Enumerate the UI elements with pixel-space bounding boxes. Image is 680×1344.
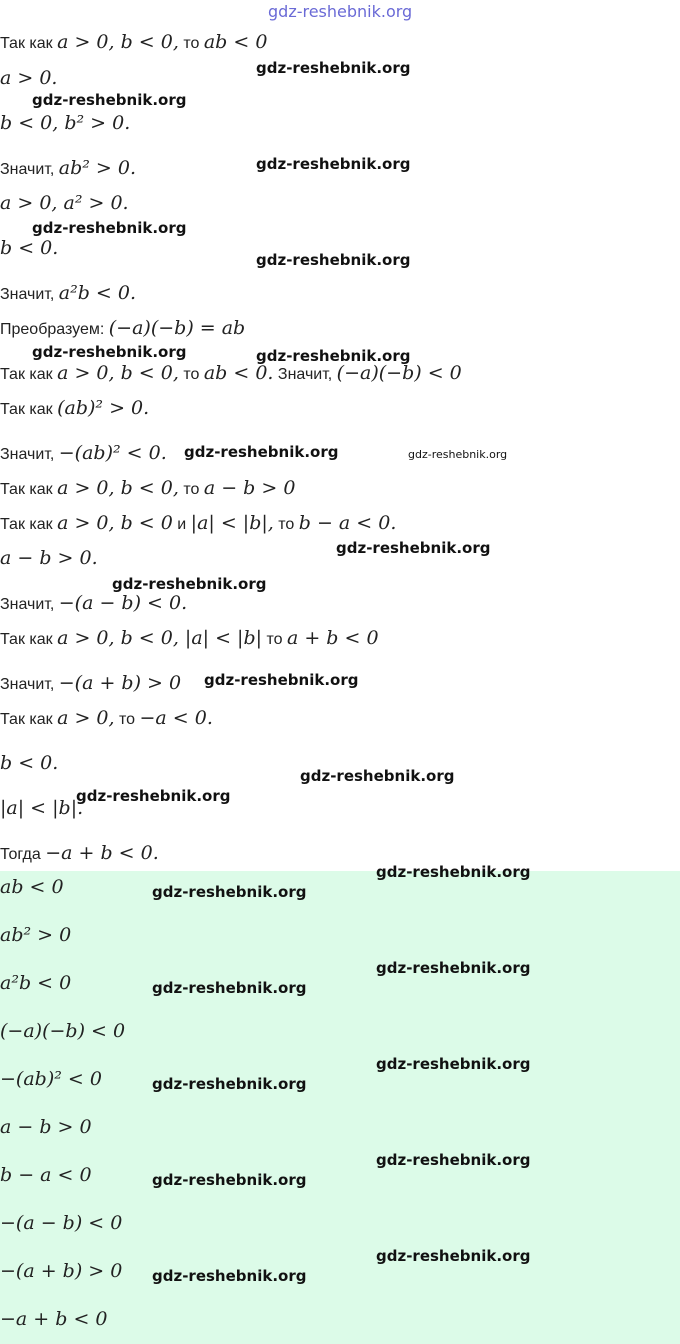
line-text: Значит, bbox=[273, 366, 337, 383]
answer-line: a − b > 0 bbox=[0, 1116, 92, 1138]
watermark: gdz-reshebnik.org bbox=[376, 1247, 531, 1265]
line-text: Так как bbox=[0, 366, 58, 383]
watermark: gdz-reshebnik.org bbox=[300, 767, 455, 785]
solution-line bbox=[0, 441, 167, 467]
solution-line bbox=[0, 706, 213, 732]
math-expression: (ab)² > 0. bbox=[57, 397, 150, 419]
math-expression: ab < 0 bbox=[203, 31, 268, 53]
watermark: gdz-reshebnik.org bbox=[336, 539, 491, 557]
watermark: gdz-reshebnik.org bbox=[152, 1171, 307, 1189]
watermark: gdz-reshebnik.org bbox=[184, 443, 339, 461]
solution-line bbox=[0, 316, 245, 342]
watermark: gdz-reshebnik.org bbox=[152, 1075, 307, 1093]
line-text: Так как bbox=[0, 711, 58, 728]
line-text: Так как bbox=[0, 401, 58, 418]
watermark: gdz-reshebnik.org bbox=[32, 219, 187, 237]
math-expression: a > 0, b < 0, bbox=[57, 477, 179, 499]
math-expression: (−a)(−b) = ab bbox=[108, 317, 246, 339]
solution-line bbox=[0, 751, 58, 777]
math-expression: ab² > 0. bbox=[58, 157, 136, 179]
header-watermark[interactable]: gdz-reshebnik.org bbox=[268, 2, 413, 21]
math-expression: a > 0, b < 0, bbox=[57, 362, 179, 384]
solution-line bbox=[0, 111, 130, 137]
line-text: Значит, bbox=[0, 676, 59, 693]
math-expression: a − b > 0. bbox=[0, 547, 98, 569]
answer-line: −(ab)² < 0 bbox=[0, 1068, 102, 1090]
watermark: gdz-reshebnik.org bbox=[376, 1151, 531, 1169]
math-expression: a + b < 0 bbox=[286, 627, 379, 649]
watermark: gdz-reshebnik.org bbox=[152, 1267, 307, 1285]
watermark: gdz-reshebnik.org bbox=[256, 251, 411, 269]
watermark: gdz-reshebnik.org bbox=[408, 448, 508, 461]
math-expression: (−a)(−b) < 0 bbox=[336, 362, 462, 384]
solution-line bbox=[0, 591, 187, 617]
line-text: то bbox=[114, 711, 140, 728]
line-text: то bbox=[178, 481, 204, 498]
line-text: Значит, bbox=[0, 161, 59, 178]
solution-line bbox=[0, 546, 98, 572]
line-text: Значит, bbox=[0, 286, 59, 303]
answer-line: −(a + b) > 0 bbox=[0, 1260, 123, 1282]
line-text: то bbox=[273, 516, 299, 533]
line-text: то bbox=[178, 366, 204, 383]
solution-line bbox=[0, 236, 58, 262]
watermark: gdz-reshebnik.org bbox=[204, 671, 359, 689]
watermark: gdz-reshebnik.org bbox=[112, 575, 267, 593]
answer-line: −a + b < 0 bbox=[0, 1308, 108, 1330]
watermark: gdz-reshebnik.org bbox=[256, 347, 411, 365]
math-expression: a − b > 0 bbox=[203, 477, 296, 499]
math-expression: a > 0, b < 0, |a| < |b| bbox=[57, 627, 263, 649]
solution-line bbox=[0, 30, 267, 56]
solution-line bbox=[0, 66, 57, 92]
watermark: gdz-reshebnik.org bbox=[32, 343, 187, 361]
answer-line: a²b < 0 bbox=[0, 972, 72, 994]
watermark: gdz-reshebnik.org bbox=[152, 979, 307, 997]
line-text: Преобразуем: bbox=[0, 321, 109, 338]
watermark: gdz-reshebnik.org bbox=[76, 787, 231, 805]
math-expression: −a < 0. bbox=[139, 707, 213, 729]
watermark: gdz-reshebnik.org bbox=[256, 59, 411, 77]
watermark: gdz-reshebnik.org bbox=[376, 1055, 531, 1073]
math-expression: |a| < |b|. bbox=[0, 797, 84, 819]
answer-line: (−a)(−b) < 0 bbox=[0, 1020, 126, 1042]
math-expression: a > 0, bbox=[57, 707, 115, 729]
solution-line bbox=[0, 841, 159, 867]
solution-line bbox=[0, 626, 379, 652]
answer-block bbox=[0, 871, 680, 1344]
line-text: Так как bbox=[0, 516, 58, 533]
answer-line: −(a − b) < 0 bbox=[0, 1212, 123, 1234]
watermark: gdz-reshebnik.org bbox=[32, 91, 187, 109]
math-expression: b − a < 0. bbox=[298, 512, 397, 534]
solution-line bbox=[0, 191, 129, 217]
solution-line bbox=[0, 511, 396, 537]
line-text: Так как bbox=[0, 481, 58, 498]
watermark: gdz-reshebnik.org bbox=[256, 155, 411, 173]
math-expression: ab < 0. bbox=[203, 362, 274, 384]
math-expression: −(ab)² < 0. bbox=[58, 442, 167, 464]
solution-line bbox=[0, 476, 295, 502]
solution-line bbox=[0, 671, 181, 697]
math-expression: −(a − b) < 0. bbox=[58, 592, 188, 614]
math-expression: a > 0, b < 0 bbox=[57, 512, 173, 534]
line-text: и bbox=[172, 516, 191, 533]
watermark: gdz-reshebnik.org bbox=[152, 883, 307, 901]
line-text: Значит, bbox=[0, 446, 59, 463]
line-text: Так как bbox=[0, 631, 58, 648]
watermark: gdz-reshebnik.org bbox=[376, 863, 531, 881]
math-expression: b < 0, b² > 0. bbox=[0, 112, 131, 134]
line-text: Тогда bbox=[0, 846, 46, 863]
math-expression: −(a + b) > 0 bbox=[58, 672, 182, 694]
line-text: то bbox=[178, 35, 204, 52]
solution-line bbox=[0, 281, 136, 307]
math-expression: a > 0, b < 0, bbox=[57, 31, 179, 53]
answer-line: ab < 0 bbox=[0, 876, 64, 898]
line-text: Значит, bbox=[0, 596, 59, 613]
answer-line: ab² > 0 bbox=[0, 924, 72, 946]
solution-line bbox=[0, 156, 136, 182]
solution-line bbox=[0, 796, 83, 822]
watermark: gdz-reshebnik.org bbox=[376, 959, 531, 977]
math-expression: a > 0, a² > 0. bbox=[0, 192, 129, 214]
math-expression: −a + b < 0. bbox=[45, 842, 159, 864]
math-expression: b < 0. bbox=[0, 752, 59, 774]
line-text: то bbox=[262, 631, 287, 648]
math-expression: a > 0. bbox=[0, 67, 58, 89]
math-expression: a²b < 0. bbox=[58, 282, 136, 304]
math-expression: b < 0. bbox=[0, 237, 59, 259]
line-text: Так как bbox=[0, 35, 58, 52]
math-expression: |a| < |b|, bbox=[190, 512, 274, 534]
answer-line: b − a < 0 bbox=[0, 1164, 92, 1186]
solution-line bbox=[0, 396, 149, 422]
